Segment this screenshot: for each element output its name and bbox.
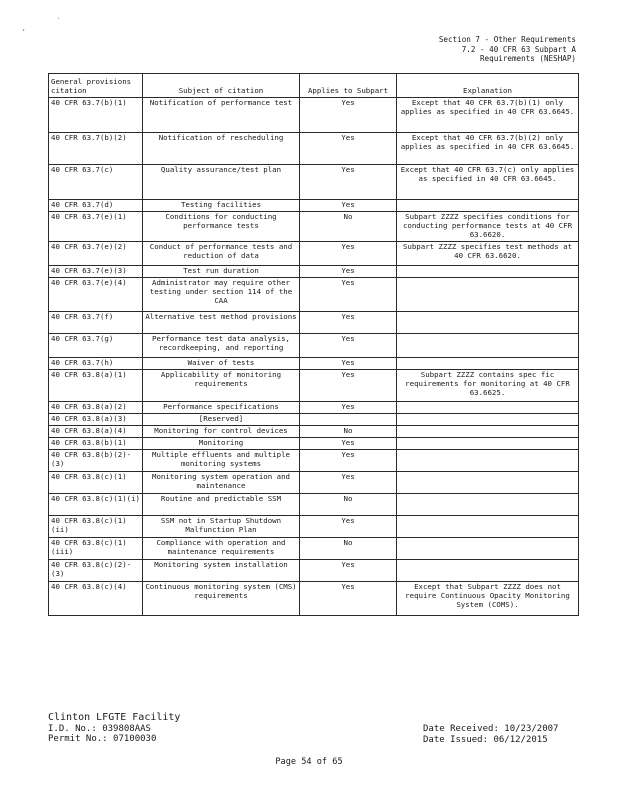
applies-cell: Yes (300, 133, 397, 165)
column-header-subject: Subject of citation (143, 74, 300, 98)
id-value: 039808AAS (102, 723, 151, 734)
citation-cell: 40 CFR 63.7(g) (49, 334, 143, 358)
subject-cell: [Reserved] (143, 414, 300, 426)
table-row (49, 494, 579, 516)
table-row (49, 472, 579, 494)
subject-cell: Notification of rescheduling (143, 133, 300, 165)
facility-id (48, 724, 180, 735)
id-label: I.D. No.: (48, 723, 97, 734)
table-row (49, 212, 579, 242)
explanation-cell: Except that 40 CFR 63.7(b)(2) only applies as specified in 40 CFR 63.6645. (397, 133, 579, 165)
table-row (49, 165, 579, 200)
table-row (49, 133, 579, 165)
explanation-cell (397, 560, 579, 582)
table-row (49, 450, 579, 472)
citation-cell: 40 CFR 63.8(c)(1)(ii) (49, 516, 143, 538)
applies-cell: Yes (300, 560, 397, 582)
column-header-explanation: Explanation (397, 74, 579, 98)
table-row (49, 516, 579, 538)
applies-cell: Yes (300, 450, 397, 472)
applies-cell: Yes (300, 312, 397, 334)
subject-cell: Monitoring for control devices (143, 426, 300, 438)
explanation-cell (397, 438, 579, 450)
citation-cell: 40 CFR 63.7(e)(4) (49, 278, 143, 312)
citation-cell: 40 CFR 63.7(b)(1) (49, 98, 143, 133)
table-header-row (49, 74, 579, 98)
table-row (49, 98, 579, 133)
citation-cell: 40 CFR 63.8(a)(2) (49, 402, 143, 414)
subject-cell: Compliance with operation and maintenance requirements (143, 538, 300, 560)
explanation-cell (397, 200, 579, 212)
citation-cell: 40 CFR 63.8(c)(1) (49, 472, 143, 494)
column-header-citation: General provisions citation (49, 74, 143, 98)
table-row (49, 560, 579, 582)
subsection-subtitle: Requirements (NESHAP) (479, 54, 576, 64)
table-row (49, 334, 579, 358)
table-row (49, 358, 579, 370)
applies-cell: Yes (300, 370, 397, 402)
subject-cell: SSM not in Startup Shutdown Malfunction Plan (143, 516, 300, 538)
subject-cell: Applicability of monitoring requirements (143, 370, 300, 402)
explanation-cell (397, 472, 579, 494)
subsection-title: 7.2 - 40 CFR 63 Subpart A (461, 44, 576, 54)
citation-cell: 40 CFR 63.7(b)(2) (49, 133, 143, 165)
permit-number (48, 734, 180, 745)
applies-cell: Yes (300, 334, 397, 358)
explanation-cell: Except that 40 CFR 63.7(c) only applies as specified in 40 CFR 63.6645. (397, 165, 579, 200)
citation-cell: 40 CFR 63.8(c)(4) (49, 582, 143, 616)
subject-cell: Monitoring (143, 438, 300, 450)
applies-cell: Yes (300, 582, 397, 616)
explanation-cell (397, 538, 579, 560)
table-row (49, 538, 579, 560)
applies-cell: No (300, 494, 397, 516)
table-row (49, 278, 579, 312)
scan-speck: , (22, 25, 26, 32)
dates-block (423, 724, 558, 745)
explanation-cell: Subpart ZZZZ specifies conditions for conducting performance tests at 40 CFR 63.6620. (397, 212, 579, 242)
applies-cell (300, 414, 397, 426)
citation-cell: 40 CFR 63.7(e)(1) (49, 212, 143, 242)
explanation-cell: Subpart ZZZZ specifies test methods at 40 CFR 63.6620. (397, 242, 579, 266)
subject-cell: Quality assurance/test plan (143, 165, 300, 200)
subject-cell: Testing facilities (143, 200, 300, 212)
section-header (439, 35, 576, 64)
subject-cell: Continuous monitoring system (CMS) requirements (143, 582, 300, 616)
applies-cell: Yes (300, 358, 397, 370)
subject-cell: Conduct of performance tests and reduction of data (143, 242, 300, 266)
citation-cell: 40 CFR 63.8(a)(1) (49, 370, 143, 402)
citation-cell: 40 CFR 63.8(c)(2)-(3) (49, 560, 143, 582)
table-row (49, 242, 579, 266)
citation-cell: 40 CFR 63.8(c)(1)(iii) (49, 538, 143, 560)
subject-cell: Performance specifications (143, 402, 300, 414)
table-row (49, 402, 579, 414)
subject-cell: Waiver of tests (143, 358, 300, 370)
applies-cell: Yes (300, 278, 397, 312)
received-label: Date Received: (423, 724, 499, 734)
explanation-cell (397, 402, 579, 414)
table-row (49, 266, 579, 278)
subject-cell: Administrator may require other testing under section 114 of the CAA (143, 278, 300, 312)
citation-cell: 40 CFR 63.7(h) (49, 358, 143, 370)
citation-cell: 40 CFR 63.7(c) (49, 165, 143, 200)
applies-cell: Yes (300, 98, 397, 133)
explanation-cell: Except that Subpart ZZZZ does not require Continuous Opacity Monitoring System (COMS). (397, 582, 579, 616)
applies-cell: No (300, 538, 397, 560)
applies-cell: Yes (300, 165, 397, 200)
citation-cell: 40 CFR 63.7(f) (49, 312, 143, 334)
subject-cell: Multiple effluents and multiple monitoring systems (143, 450, 300, 472)
table-row (49, 426, 579, 438)
scan-speck: ` (57, 18, 61, 25)
table-row (49, 200, 579, 212)
applies-cell: No (300, 426, 397, 438)
explanation-cell (397, 312, 579, 334)
explanation-cell: Subpart ZZZZ contains spec fic requirements for monitoring at 40 CFR 63.6625. (397, 370, 579, 402)
applies-cell: No (300, 212, 397, 242)
permit-label: Permit No.: (48, 734, 108, 744)
explanation-cell (397, 426, 579, 438)
citation-cell: 40 CFR 63.8(a)(3) (49, 414, 143, 426)
date-received (423, 724, 558, 735)
explanation-cell (397, 494, 579, 516)
date-issued (423, 735, 558, 746)
citation-cell: 40 CFR 63.8(b)(2)-(3) (49, 450, 143, 472)
explanation-cell (397, 266, 579, 278)
table-row (49, 438, 579, 450)
received-value: 10/23/2007 (504, 724, 559, 734)
permit-value: 07100030 (113, 734, 157, 744)
subject-cell: Notification of performance test (143, 98, 300, 133)
citation-cell: 40 CFR 63.8(a)(4) (49, 426, 143, 438)
subject-cell: Conditions for conducting performance tests (143, 212, 300, 242)
applies-cell: Yes (300, 438, 397, 450)
section-title: Section 7 - Other Requirements (438, 35, 576, 44)
explanation-cell (397, 358, 579, 370)
citation-cell: 40 CFR 63.7(e)(3) (49, 266, 143, 278)
requirements-table (48, 73, 579, 616)
subject-cell: Monitoring system installation (143, 560, 300, 582)
explanation-cell (397, 516, 579, 538)
page-number: Page 54 of 65 (275, 757, 343, 767)
facility-block (48, 713, 180, 745)
issued-value: 06/12/2015 (493, 734, 548, 745)
explanation-cell (397, 450, 579, 472)
subject-cell: Monitoring system operation and maintenance (143, 472, 300, 494)
column-header-applies: Applies to Subpart (300, 74, 397, 98)
citation-cell: 40 CFR 63.7(d) (49, 200, 143, 212)
applies-cell: Yes (300, 266, 397, 278)
citation-cell: 40 CFR 63.8(c)(1)(i) (49, 494, 143, 516)
facility-name: Clinton LFGTE Facility (48, 712, 181, 723)
subject-cell: Test run duration (143, 266, 300, 278)
applies-cell: Yes (300, 516, 397, 538)
table-row (49, 370, 579, 402)
citation-cell: 40 CFR 63.7(e)(2) (49, 242, 143, 266)
applies-cell: Yes (300, 402, 397, 414)
table-row (49, 582, 579, 616)
applies-cell: Yes (300, 472, 397, 494)
subject-cell: Alternative test method provisions (143, 312, 300, 334)
table-row (49, 312, 579, 334)
citation-cell: 40 CFR 63.8(b)(1) (49, 438, 143, 450)
issued-label: Date Issued: (423, 734, 489, 745)
applies-cell: Yes (300, 200, 397, 212)
explanation-cell (397, 414, 579, 426)
explanation-cell: Except that 40 CFR 63.7(b)(1) only applies as specified in 40 CFR 63.6645. (397, 98, 579, 133)
table-row (49, 414, 579, 426)
explanation-cell (397, 334, 579, 358)
subject-cell: Routine and predictable SSM (143, 494, 300, 516)
subject-cell: Performance test data analysis, recordkeeping, and reporting (143, 334, 300, 358)
explanation-cell (397, 278, 579, 312)
applies-cell: Yes (300, 242, 397, 266)
